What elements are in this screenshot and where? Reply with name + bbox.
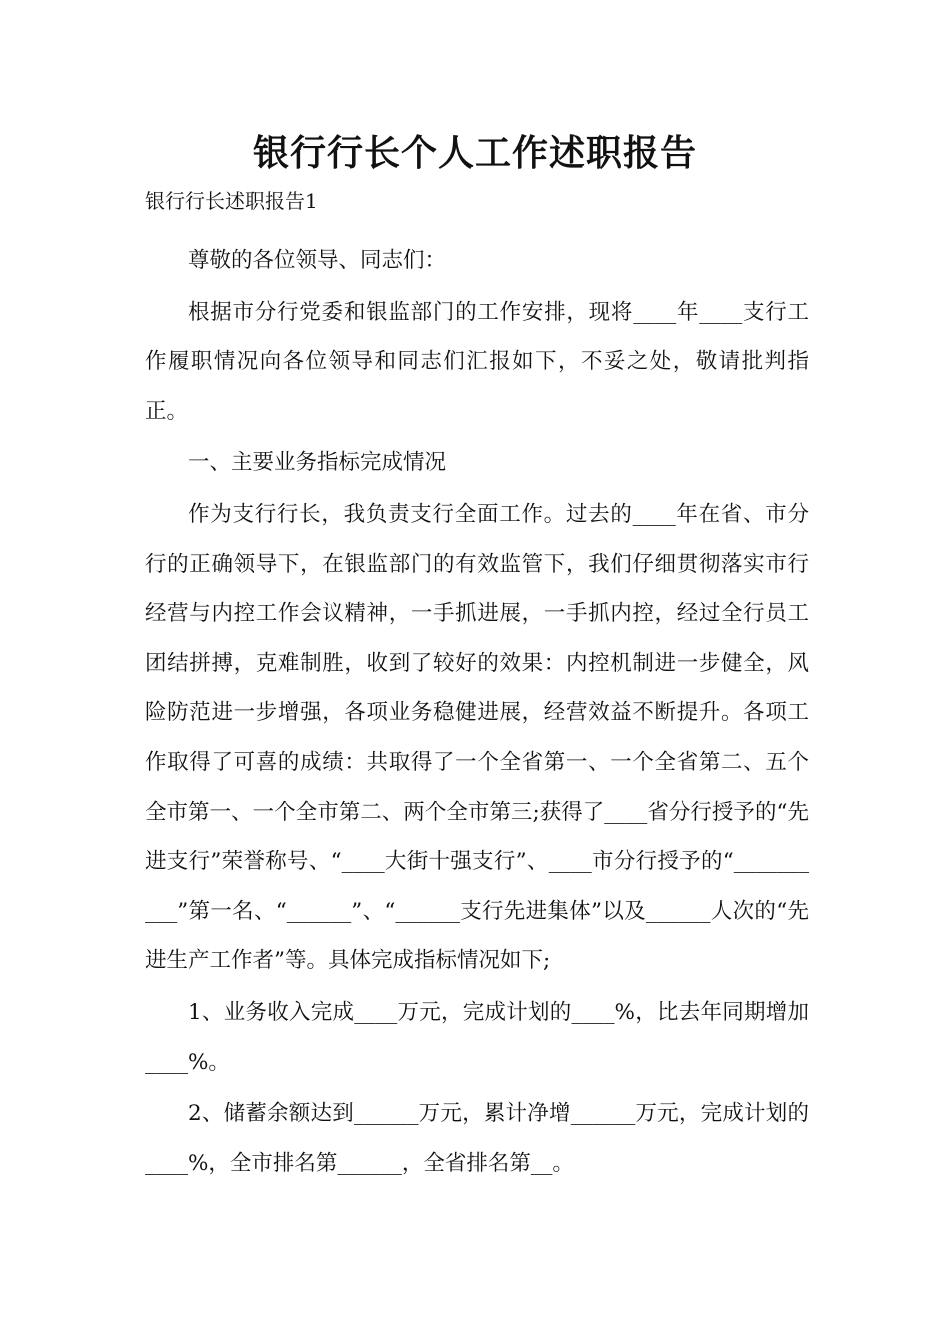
intro-paragraph: 根据市分行党委和银监部门的工作安排，现将____年____支行工作履职情况向各位领导和同志们汇报如下，不妥之处，敬请批判指正。: [145, 299, 809, 424]
salutation-paragraph: 尊敬的各位领导、同志们：: [188, 248, 447, 273]
body-paragraph: 作为支行行长，我负责支行全面工作。过去的____年在省、市分行的正确领导下，在银监部门的有效监管下，我们仔细贯彻落实市行经营与内控工作会议精神，一手抓进展，一手抓内控，经过全行员工团结拼搏，克难制胜，收到了较好的效果：内控机制进一步健全，风险防范进一步增强，各项业务稳健进展，经营效益不断提升。各项工作取得了可喜的成绩：共取得了一个全省第一、一个全省第二、五个全市第一、一个全市第二、两个全市第三;获得了____省分行授予的“先进支行”荣誉称号、“____大街十强支行”、____市分行授予的“__________”第一名、“______”、“______支行先进集体”以及______人次的“先进生产工作者”等。具体完成指标情况如下;: [145, 501, 809, 974]
list-item-paragraph: 2、储蓄余额达到______万元，累计净增______万元，完成计划的____%，全市排名第______，全省排名第__。: [145, 1101, 809, 1176]
document-title: 银行行长个人工作述职报告: [252, 132, 697, 174]
list-item-paragraph: 1、业务收入完成____万元，完成计划的____%，比去年同期增加____%。: [145, 999, 809, 1075]
section-heading: 一、主要业务指标完成情况: [188, 450, 447, 476]
document-subtitle: 银行行长述职报告1: [145, 189, 318, 213]
document-body: [145, 236, 809, 1190]
